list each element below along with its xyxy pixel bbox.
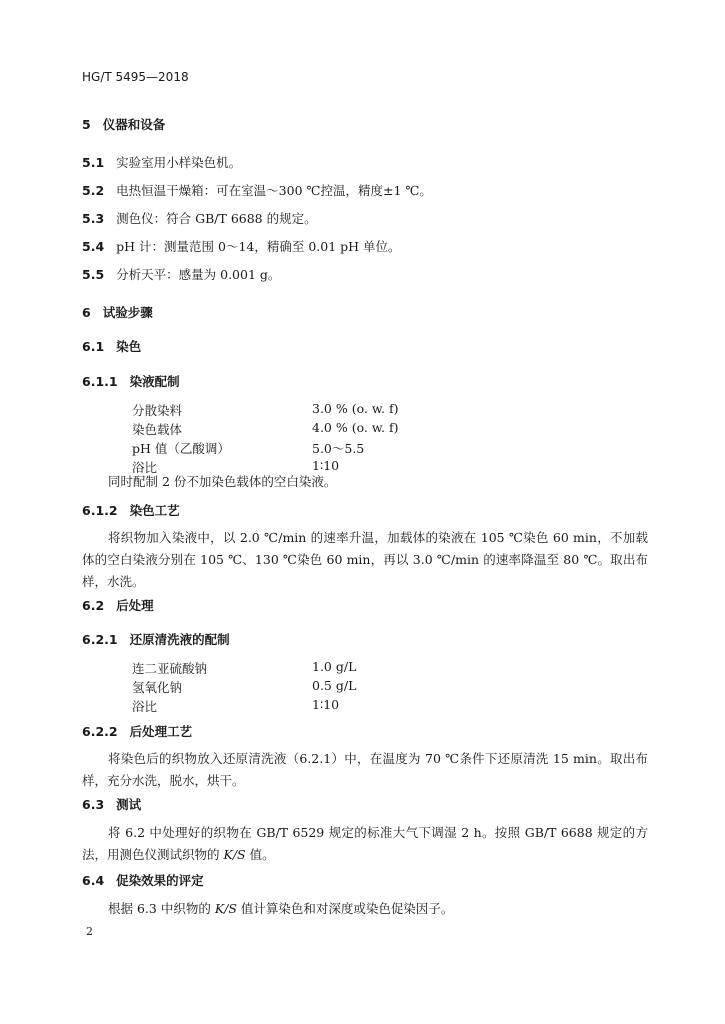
clause-5-4 <box>82 239 401 254</box>
clause-title: 测试 <box>116 797 142 812</box>
section-title: 仪器和设备 <box>102 117 166 132</box>
ingredient: 浴比 <box>132 699 158 714</box>
ingredient: 分散染料 <box>132 403 183 418</box>
test-text-part-b: 值。 <box>245 847 275 862</box>
clause-text: 分析天平：感量为 0.001 g。 <box>116 267 281 282</box>
formula-note: 同时配制 2 份不加染色载体的空白染液。 <box>108 474 337 489</box>
section-5-heading <box>82 117 165 132</box>
clause-6-2-2-heading <box>82 724 192 739</box>
amount: 1∶10 <box>312 697 340 712</box>
clause-5-3 <box>82 211 317 226</box>
amount: 1∶10 <box>312 458 340 473</box>
clause-title: 染色 <box>116 339 142 354</box>
clause-title: 染色工艺 <box>129 503 180 518</box>
clause-number: 6.2.2 <box>82 724 118 739</box>
clause-title: 促染效果的评定 <box>116 873 204 888</box>
clause-6-4-heading <box>82 873 204 888</box>
amount: 5.0～5.5 <box>312 441 365 456</box>
standard-code: HG/T 5495—2018 <box>82 70 189 84</box>
section-6-heading <box>82 305 153 320</box>
clause-text: 实验室用小样染色机。 <box>116 155 242 170</box>
clause-6-2-heading <box>82 598 154 613</box>
clause-6-3-heading <box>82 797 141 812</box>
formula-row <box>132 659 432 677</box>
clause-title: 后处理 <box>116 598 154 613</box>
ingredient: 浴比 <box>132 460 158 475</box>
clause-number: 6.3 <box>82 797 105 812</box>
clause-number: 6.4 <box>82 873 105 888</box>
clause-number: 6.2.1 <box>82 632 118 647</box>
clause-6-2-1-heading <box>82 632 230 647</box>
amount: 4.0 % (o. w. f) <box>312 420 399 435</box>
amount: 3.0 % (o. w. f) <box>312 401 399 416</box>
clause-number: 5.5 <box>82 267 105 282</box>
clause-number: 5.2 <box>82 183 105 198</box>
clause-5-2 <box>82 183 432 198</box>
ks-symbol: K/S <box>214 901 237 916</box>
formula-row <box>132 420 432 438</box>
test-text-part-a: 将 6.2 中处理好的织物在 GB/T 6529 规定的标准大气下调湿 2 h。按照 GB/T 6688 规定的方法，用测色仪测试织物的 <box>82 825 648 862</box>
post-treatment-text: 将染色后的织物放入还原清洗液（6.2.1）中，在温度为 70 ℃条件下还原清洗 15 min。取出布样，充分水洗，脱水，烘干。 <box>82 751 648 788</box>
formula-row <box>132 697 432 715</box>
clause-text: 测色仪：符合 GB/T 6688 的规定。 <box>116 211 317 226</box>
ingredient: 染色载体 <box>132 422 183 437</box>
page-number: 2 <box>86 925 93 938</box>
clause-5-1 <box>82 155 241 170</box>
clause-number: 6.1 <box>82 339 105 354</box>
clause-title: 还原清洗液的配制 <box>129 632 230 647</box>
formula-row <box>132 439 432 457</box>
clause-6-1-2-heading <box>82 503 180 518</box>
amount: 0.5 g/L <box>312 678 357 693</box>
clause-title: 后处理工艺 <box>129 724 193 739</box>
ingredient: pH 值（乙酸调） <box>132 441 230 456</box>
formula-row <box>132 401 432 419</box>
formula-row <box>132 678 432 696</box>
clause-number: 5.1 <box>82 155 105 170</box>
ingredient: 氢氧化钠 <box>132 680 183 695</box>
ingredient: 连二亚硫酸钠 <box>132 661 208 676</box>
clause-number: 5.3 <box>82 211 105 226</box>
section-number: 6 <box>82 305 91 320</box>
evaluation-text-part-a: 根据 6.3 中织物的 <box>108 901 215 916</box>
evaluation-text <box>108 901 453 916</box>
clause-number: 6.1.1 <box>82 374 118 389</box>
clause-title: 染液配制 <box>129 374 180 389</box>
ks-symbol: K/S <box>223 847 246 862</box>
clause-number: 6.2 <box>82 598 105 613</box>
clause-text: 电热恒温干燥箱：可在室温～300 ℃控温，精度±1 ℃。 <box>116 183 432 198</box>
evaluation-text-part-b: 值计算染色和对深度或染色促染因子。 <box>236 901 454 916</box>
test-text <box>82 822 648 866</box>
clause-number: 6.1.2 <box>82 503 118 518</box>
clause-6-1-1-heading <box>82 374 180 389</box>
section-title: 试验步骤 <box>102 305 153 320</box>
dyeing-process-text: 将织物加入染液中，以 2.0 ℃/min 的速率升温，加载体的染液在 105 ℃染色 60 min，不加载体的空白染液分别在 105 ℃、130 ℃染色 60 min，再以 3.0 ℃/min 的速率降温至 80 ℃。取出布样，水洗。 <box>82 530 648 589</box>
clause-6-1-heading <box>82 339 141 354</box>
clause-5-5 <box>82 267 280 282</box>
amount: 1.0 g/L <box>312 659 357 674</box>
clause-number: 5.4 <box>82 239 105 254</box>
clause-text: pH 计：测量范围 0～14，精确至 0.01 pH 单位。 <box>116 239 401 254</box>
section-number: 5 <box>82 117 91 132</box>
